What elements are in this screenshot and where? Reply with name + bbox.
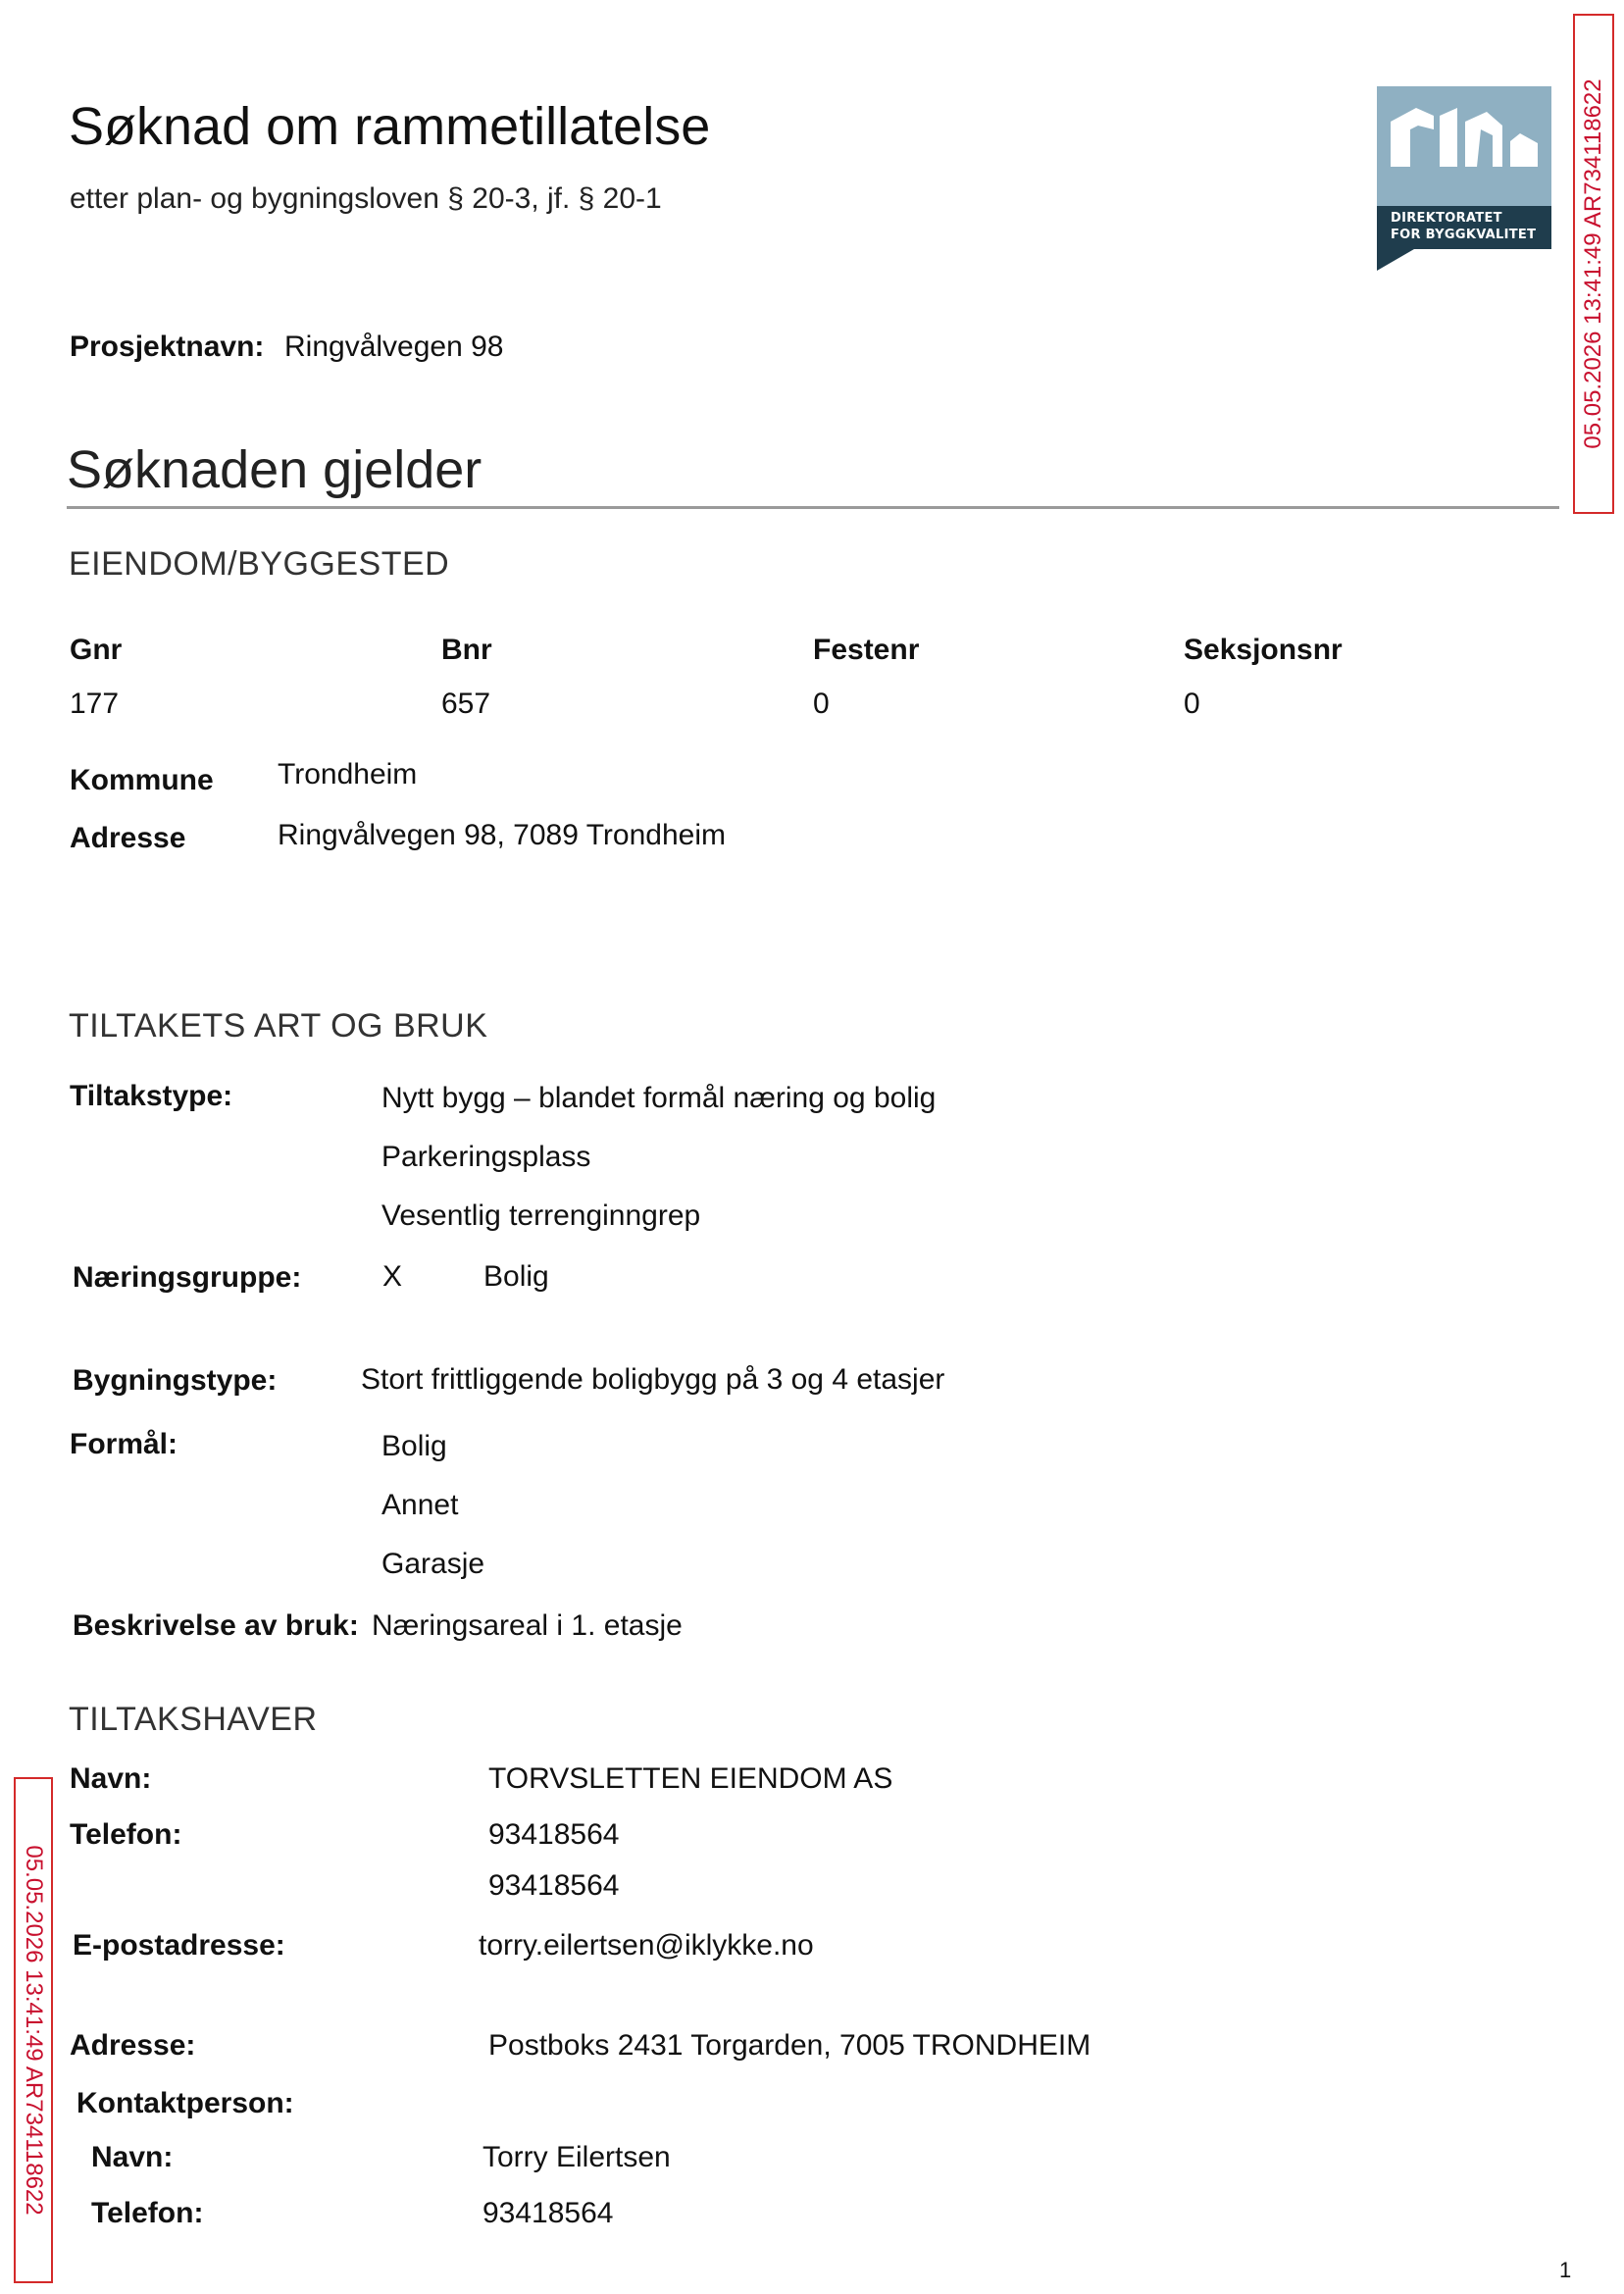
- tiltakshaver-telefon-value-1: 93418564: [488, 1818, 620, 1851]
- tiltakshaver-heading: TILTAKSHAVER: [69, 1701, 318, 1738]
- tiltakshaver-adresse-label: Adresse:: [70, 2029, 196, 2062]
- kontaktperson-label: Kontaktperson:: [76, 2087, 294, 2119]
- formal-value-2: Annet: [381, 1489, 459, 1521]
- kommune-label: Kommune: [70, 764, 214, 796]
- beskrivelse-value: Næringsareal i 1. etasje: [372, 1609, 683, 1642]
- timestamp-stamp-top: 05.05.2026 13:41:49 AR734118622: [1573, 14, 1614, 514]
- bnr-value: 657: [441, 688, 491, 720]
- naeringsgruppe-label: Næringsgruppe:: [73, 1261, 302, 1294]
- adresse-label: Adresse: [70, 822, 186, 854]
- formal-value-1: Bolig: [381, 1430, 447, 1462]
- bygningstype-label: Bygningstype:: [73, 1364, 278, 1397]
- festenr-label: Festenr: [813, 634, 920, 666]
- section-divider: [67, 506, 1559, 509]
- document-subtitle: etter plan- og bygningsloven § 20-3, jf. § 20-1: [70, 182, 662, 215]
- tiltakstype-value-1: Nytt bygg – blandet formål næring og bolig: [381, 1082, 937, 1114]
- project-value: Ringvålvegen 98: [284, 331, 504, 363]
- formal-value-3: Garasje: [381, 1548, 485, 1580]
- naeringsgruppe-code: X: [382, 1260, 403, 1293]
- kontakt-telefon-label: Telefon:: [91, 2197, 204, 2229]
- gnr-value: 177: [70, 688, 120, 720]
- tiltakstype-value-2: Parkeringsplass: [381, 1141, 591, 1173]
- adresse-value: Ringvålvegen 98, 7089 Trondheim: [278, 819, 726, 851]
- beskrivelse-label: Beskrivelse av bruk:: [73, 1609, 359, 1642]
- epost-value: torry.eilertsen@iklykke.no: [479, 1929, 814, 1962]
- tiltakshaver-telefon-label: Telefon:: [70, 1818, 182, 1851]
- tiltakstype-value-3: Vesentlig terrenginngrep: [381, 1199, 701, 1232]
- tiltakshaver-navn-value: TORVSLETTEN EIENDOM AS: [488, 1762, 893, 1795]
- tiltakshaver-adresse-value: Postboks 2431 Torgarden, 7005 TRONDHEIM: [488, 2029, 1091, 2062]
- seksjonsnr-label: Seksjonsnr: [1184, 634, 1343, 666]
- kommune-value: Trondheim: [278, 758, 418, 790]
- document-title: Søknad om rammetillatelse: [69, 97, 711, 156]
- timestamp-stamp-left: 05.05.2026 13:41:49 AR734118622: [14, 1777, 53, 2283]
- festenr-value: 0: [813, 688, 830, 720]
- kontakt-navn-value: Torry Eilertsen: [482, 2141, 671, 2173]
- kontakt-navn-label: Navn:: [91, 2141, 174, 2173]
- formal-label: Formål:: [70, 1428, 178, 1460]
- bnr-label: Bnr: [441, 634, 492, 666]
- tiltakstype-label: Tiltakstype:: [70, 1080, 233, 1112]
- bygningstype-value: Stort frittliggende boligbygg på 3 og 4 etasjer: [361, 1363, 945, 1396]
- seksjonsnr-value: 0: [1184, 688, 1200, 720]
- section-title: Søknaden gjelder: [67, 440, 482, 499]
- gnr-label: Gnr: [70, 634, 123, 666]
- naeringsgruppe-value: Bolig: [483, 1260, 549, 1293]
- building-logo-icon: [1377, 86, 1551, 206]
- tiltakshaver-navn-label: Navn:: [70, 1762, 152, 1795]
- dibk-logo: DIREKTORATET FOR BYGGKVALITET: [1377, 86, 1551, 275]
- eiendom-heading: EIENDOM/BYGGESTED: [69, 545, 450, 583]
- tiltakshaver-telefon-value-2: 93418564: [488, 1869, 620, 1902]
- project-label: Prosjektnavn:: [70, 331, 265, 363]
- kontakt-telefon-value: 93418564: [482, 2197, 614, 2229]
- epost-label: E-postadresse:: [73, 1929, 285, 1962]
- tiltak-heading: TILTAKETS ART OG BRUK: [69, 1007, 488, 1045]
- page-number: 1: [1559, 2258, 1572, 2282]
